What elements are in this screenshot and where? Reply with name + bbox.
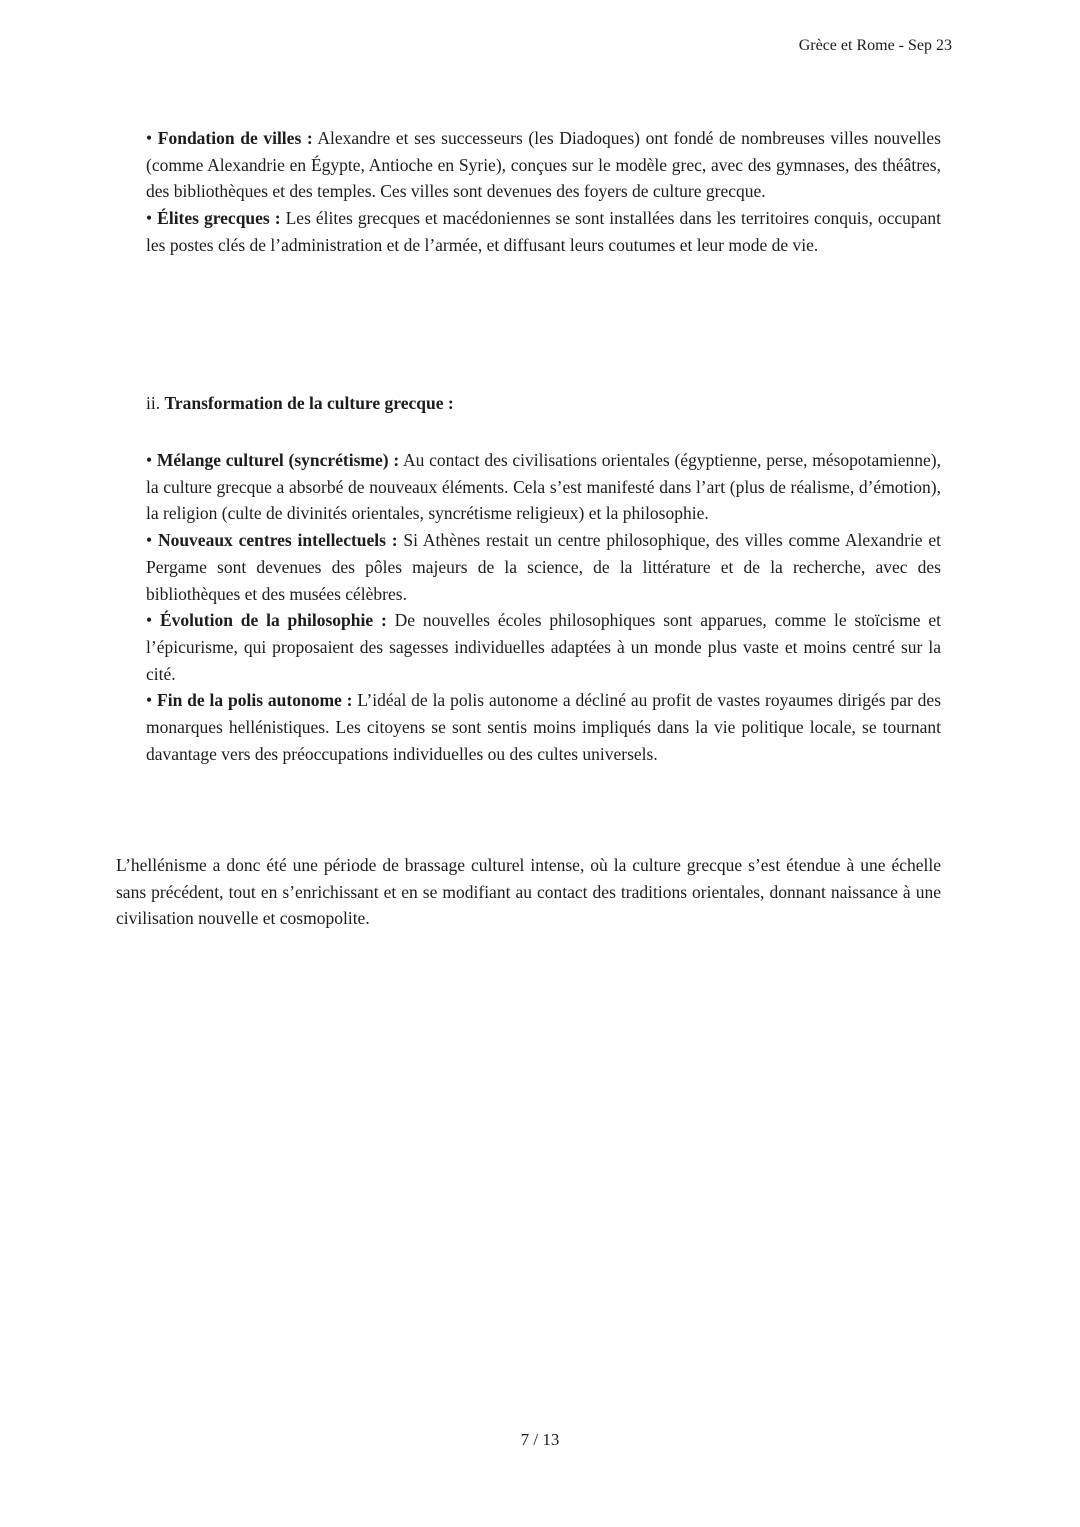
- bullet-icon: •: [146, 690, 153, 711]
- page-number: 7 / 13: [520, 1430, 560, 1449]
- bullet-list-hellenistic-spread: [116, 125, 941, 259]
- header-title: Grèce et Rome - Sep 23: [798, 37, 952, 54]
- bullet-icon: •: [146, 128, 153, 148]
- list-item-text: L’idéal de la polis autonome a décliné au profit de vastes royaumes dirigés par des monarques hellénistiques. Les citoyens se sont sentis moins impliqués dans la vie politique locale, se tournant davantage vers des préoccupations individuelles ou des cultes universels.: [146, 690, 942, 764]
- list-item: [146, 447, 941, 527]
- list-item: [146, 607, 941, 687]
- section-heading: [146, 390, 941, 417]
- list-item-text: Au contact des civilisations orientales (égyptienne, perse, mésopotamienne), la culture grecque a absorbé de nouveaux éléments. Cela s’est manifesté dans l’art (plus de réalisme, d’émotion), la religion (culte de divinités orientales, syncrétisme religieux) et la philosophie.: [146, 450, 942, 524]
- list-item-label: Nouveaux centres intellectuels :: [157, 530, 398, 551]
- page-footer: [0, 1427, 1080, 1454]
- list-item-label: Fin de la polis autonome :: [157, 690, 353, 711]
- list-item-label: Évolution de la philosophie :: [159, 610, 387, 631]
- bullet-icon: •: [146, 530, 153, 551]
- list-item: [146, 687, 941, 767]
- closing-text: L’hellénisme a donc été une période de brassage culturel intense, où la culture grecque s’est étendue à une échelle sans précédent, tout en s’enrichissant et en se modifiant au contact des traditions orientales, donnant naissance à une civilisation nouvelle et cosmopolite.: [116, 855, 941, 929]
- closing-paragraph: [116, 852, 941, 932]
- list-item-text: Alexandre et ses successeurs (les Diadoques) ont fondé de nombreuses villes nouvelles (comme Alexandrie en Égypte, Antioche en Syrie), conçues sur le modèle grec, avec des gymnases, des théâtres, des bibliothèques et des temples. Ces villes sont devenues des foyers de culture grecque.: [146, 128, 941, 202]
- list-item: [146, 125, 941, 205]
- list-item-text: Les élites grecques et macédoniennes se sont installées dans les territoires conquis, occupant les postes clés de l’administration et de l’armée, et diffusant leurs coutumes et leur mode de vie.: [146, 208, 941, 255]
- list-item: [146, 527, 941, 607]
- list-item-label: Fondation de villes :: [157, 128, 313, 148]
- bullet-icon: •: [146, 610, 153, 631]
- list-item-label: Élites grecques :: [157, 208, 281, 229]
- section-title: Transformation de la culture grecque :: [164, 393, 454, 413]
- page-header: [799, 36, 952, 56]
- bullet-icon: •: [146, 450, 153, 470]
- list-item-text: De nouvelles écoles philosophiques sont apparues, comme le stoïcisme et l’épicurisme, qui proposaient des sagesses individuelles adaptées à un monde plus vaste et moins centré sur la cité.: [146, 610, 942, 684]
- bullet-list-culture-transformation: [116, 447, 941, 767]
- list-item-text: Si Athènes restait un centre philosophique, des villes comme Alexandrie et Pergame sont devenues des pôles majeurs de la science, de la littérature et de la recherche, avec des bibliothèques et des musées célèbres.: [146, 530, 941, 604]
- list-item-label: Mélange culturel (syncrétisme) :: [156, 450, 400, 470]
- list-item: [146, 205, 941, 258]
- bullet-icon: •: [146, 208, 153, 229]
- section-numeral: ii.: [146, 393, 161, 413]
